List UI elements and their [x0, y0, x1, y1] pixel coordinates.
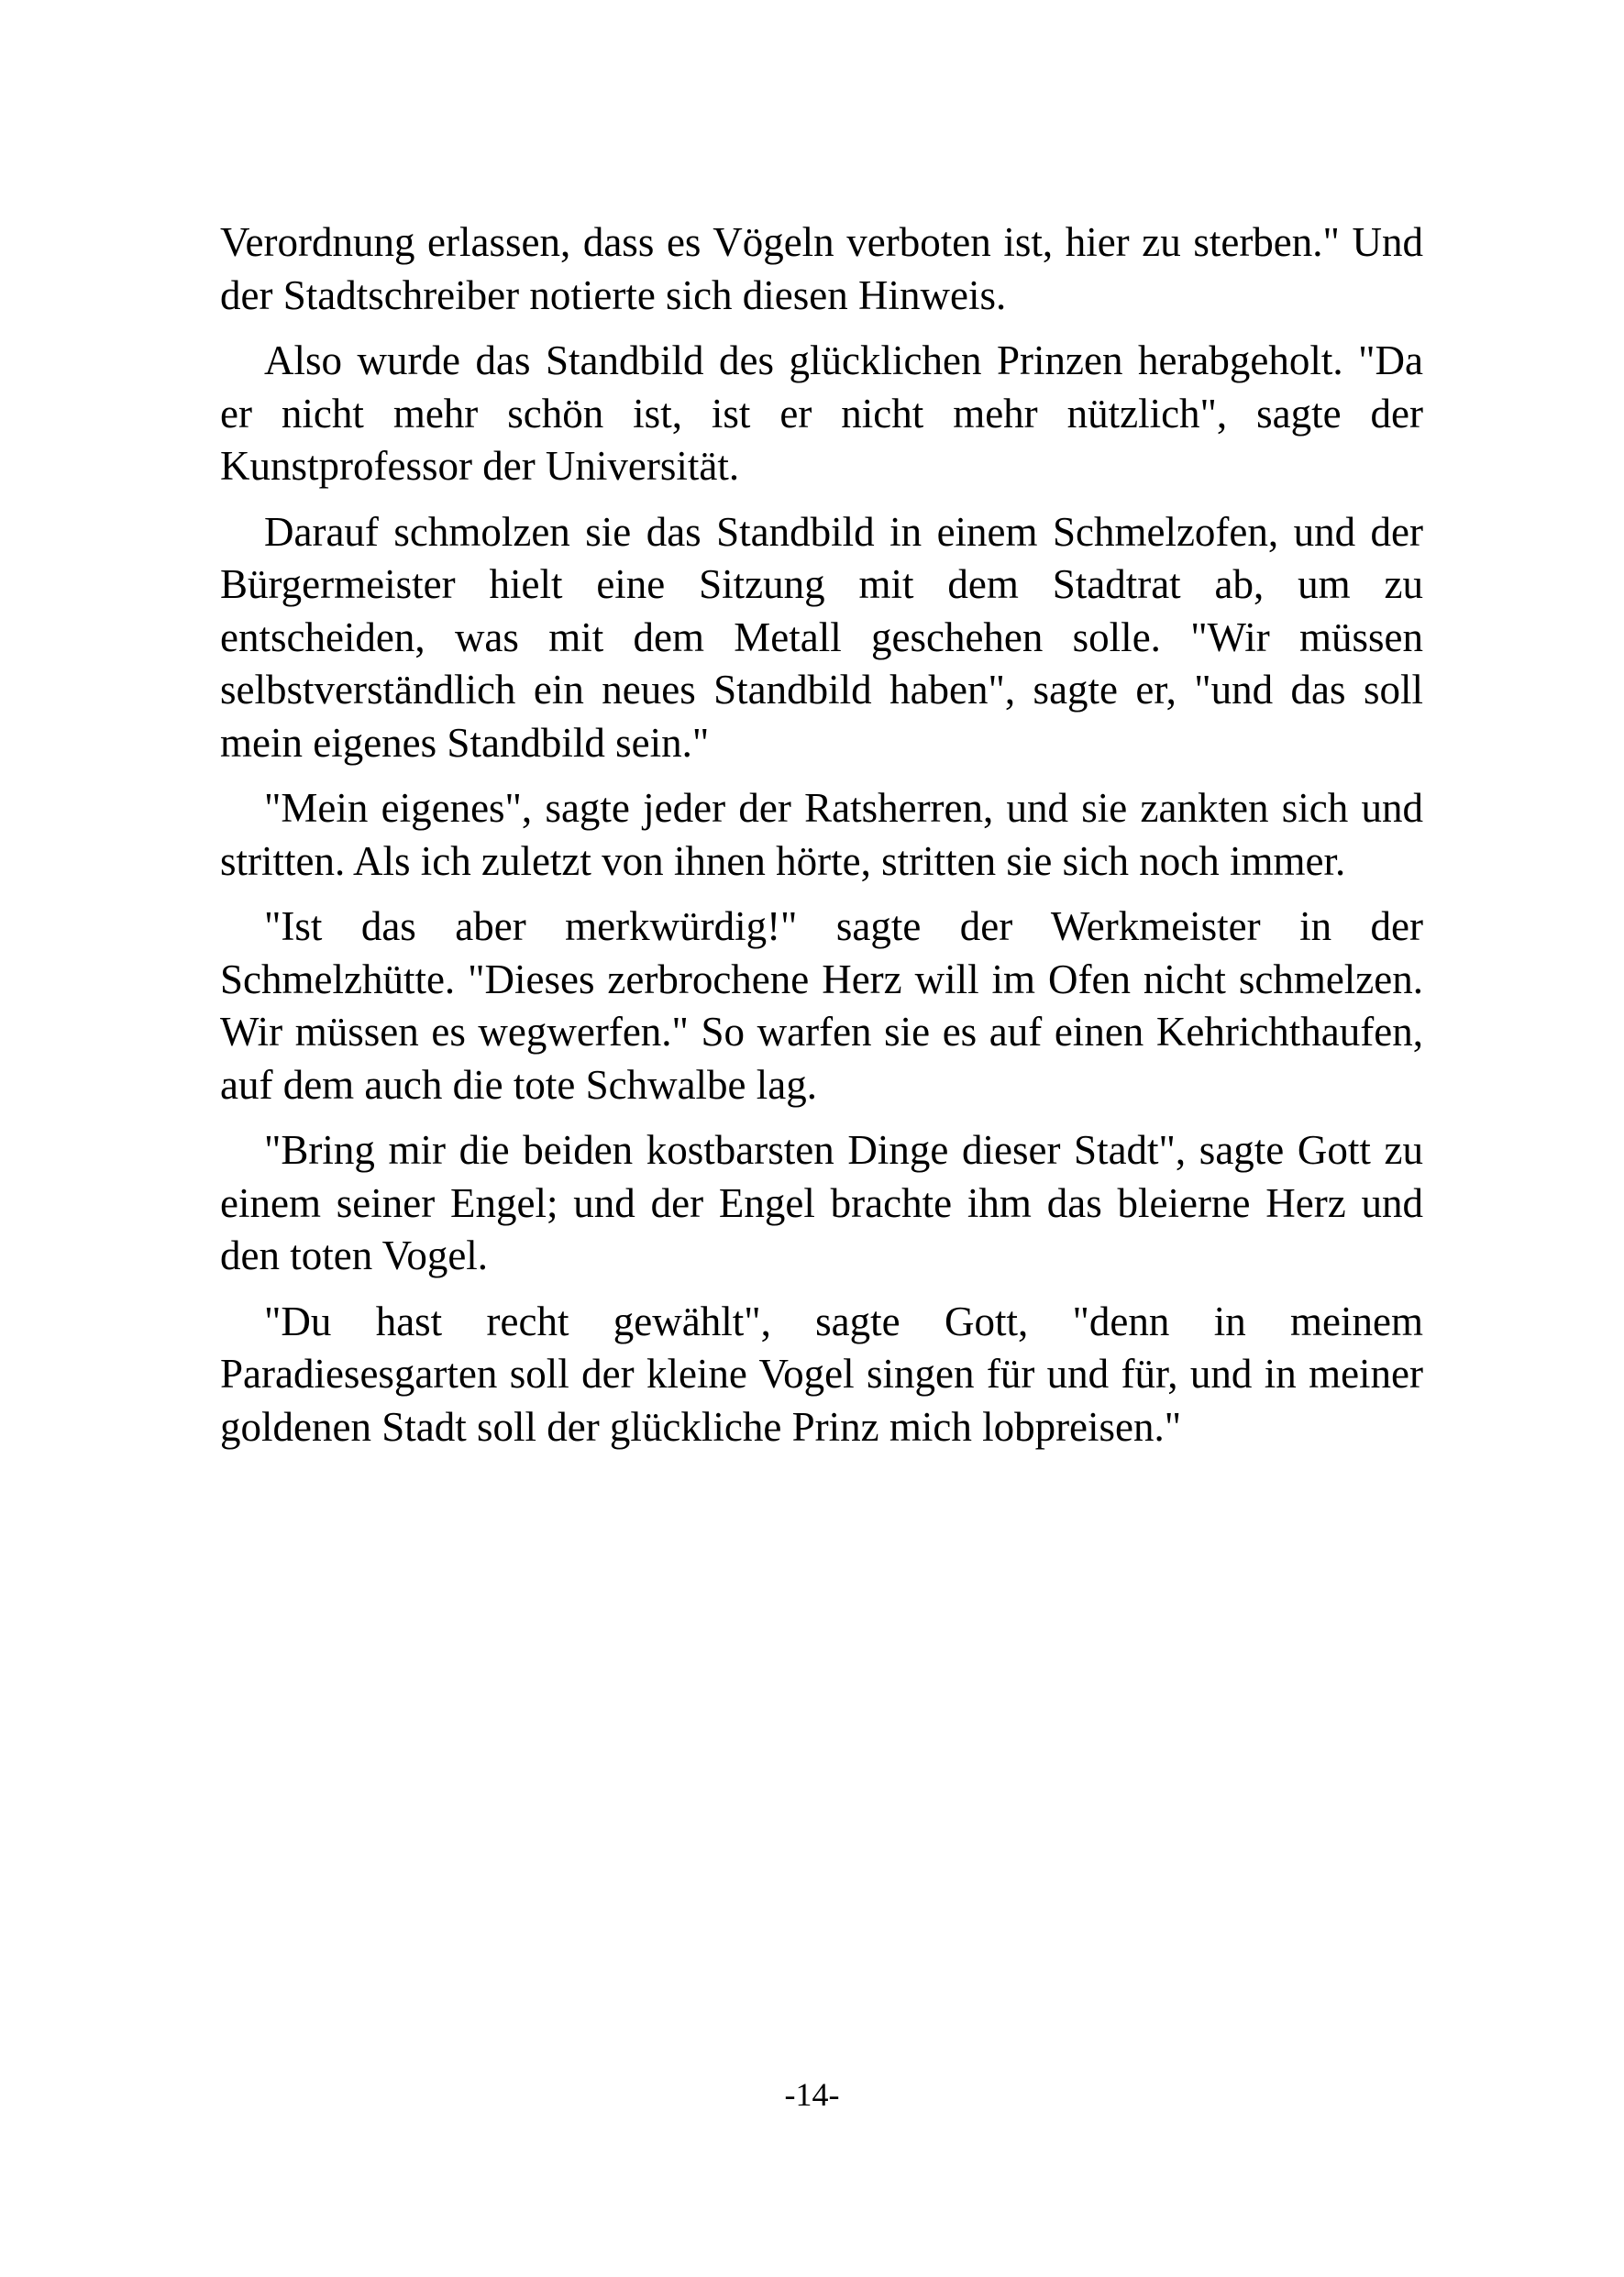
- paragraph: "Ist das aber merkwürdig!" sagte der Werkmeister in der Schmelzhütte. "Dieses zerbrochene Herz will im Ofen nicht schmelzen. Wir müssen es wegwerfen." So warfen sie es auf einen Kehrichthaufen, auf dem auch die tote Schwalbe lag.: [220, 903, 1423, 1108]
- paragraph: Darauf schmolzen sie das Standbild in einem Schmelzofen, und der Bürgermeister hielt eine Sitzung mit dem Stadtrat ab, um zu entscheiden, was mit dem Metall geschehen solle. "Wir müssen selbstverständlich ein neues Standbild haben", sagte er, "und das soll mein eigenes Standbild sein.": [220, 508, 1423, 766]
- paragraph: "Bring mir die beiden kostbarsten Dinge dieser Stadt", sagte Gott zu einem seiner Engel; und der Engel brachte ihm das bleierne Herz und den toten Vogel.: [220, 1127, 1423, 1278]
- page-body: [220, 216, 1423, 1466]
- paragraph: Also wurde das Standbild des glücklichen Prinzen herabgeholt. "Da er nicht mehr schön ist, ist er nicht mehr nützlich", sagte der Kunstprofessor der Universität.: [220, 337, 1423, 489]
- paragraph: "Mein eigenes", sagte jeder der Ratsherren, und sie zankten sich und stritten. Als ich zuletzt von ihnen hörte, stritten sie sich noch immer.: [220, 785, 1423, 884]
- page-number: -14-: [784, 2076, 840, 2113]
- paragraph-continued: Verordnung erlassen, dass es Vögeln verboten ist, hier zu sterben." Und der Stadtschreiber notierte sich diesen Hinweis.: [220, 219, 1423, 318]
- paragraph: "Du hast recht gewählt", sagte Gott, "denn in meinem Paradiesesgarten soll der kleine Vogel singen für und für, und in meiner goldenen Stadt soll der glückliche Prinz mich lobpreisen.": [220, 1298, 1423, 1450]
